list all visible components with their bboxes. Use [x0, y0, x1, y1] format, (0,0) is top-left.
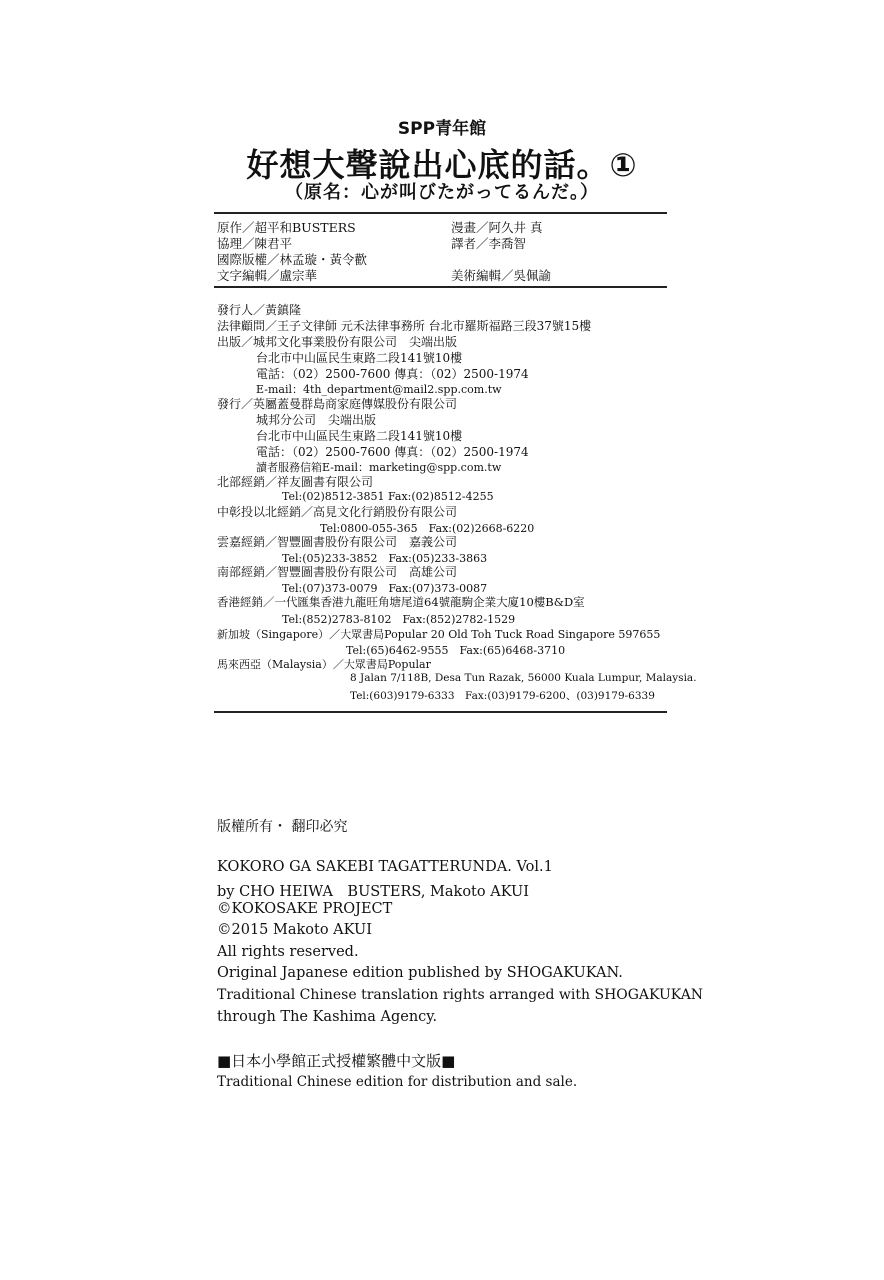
- publisher-line: 發行／英屬蓋曼群島商家庭傳媒股份有限公司: [217, 397, 458, 411]
- copyright-line: by CHO HEIWA BUSTERS, Makoto AKUI: [217, 884, 529, 900]
- edition-label: ■日本小學館正式授權繁體中文版■: [217, 1052, 456, 1070]
- distributor-line: 馬來西亞（Malaysia）／大眾書局Popular: [217, 658, 431, 671]
- copyright-line: Traditional Chinese translation rights arranged with SHOGAKUKAN: [217, 987, 704, 1003]
- book-title: 好想大聲說出心底的話。①: [246, 146, 638, 184]
- credit-translator: 譯者／李喬智: [451, 236, 527, 251]
- copyright-line: Original Japanese edition published by SHOGAKUKAN.: [217, 965, 623, 981]
- publisher-line: 台北市中山區民生東路二段141號10樓: [256, 351, 463, 365]
- copyright-line: ©2015 Makoto AKUI: [217, 922, 372, 938]
- imprint-label: SPP青年館: [397, 119, 487, 139]
- divider-middle: [214, 286, 667, 288]
- publisher-line: 電話：（02）2500-7600 傳真：（02）2500-1974: [256, 367, 529, 381]
- distributor-contact: Tel:(65)6462-9555 Fax:(65)6468-3710: [346, 644, 566, 657]
- distributor-line: 北部經銷／祥友圖書有限公司: [217, 475, 374, 489]
- copyright-line: through The Kashima Agency.: [217, 1009, 438, 1025]
- distributor-line: 中彰投以北經銷／高見文化行銷股份有限公司: [217, 505, 458, 519]
- rights-notice: 版權所有・ 翻印必究: [217, 819, 348, 835]
- credit-rights: 國際版權／林孟璇・黃令歡: [217, 252, 368, 267]
- distributor-contact: Tel:(05)233-3852 Fax:(05)233-3863: [282, 552, 488, 565]
- publisher-line: 城邦分公司 尖端出版: [256, 413, 377, 427]
- distributor-contact: Tel:(02)8512-3851 Fax:(02)8512-4255: [282, 490, 494, 503]
- publisher-line: 讀者服務信箱E-mail：marketing@spp.com.tw: [256, 461, 502, 474]
- distributor-line: 南部經銷／智豐圖書股份有限公司 高雄公司: [217, 565, 458, 579]
- distributor-line: 雲嘉經銷／智豐圖書股份有限公司 嘉義公司: [217, 535, 458, 549]
- distributor-contact: Tel:(07)373-0079 Fax:(07)373-0087: [282, 582, 488, 595]
- distributor-contact: Tel:0800-055-365 Fax:(02)2668-6220: [320, 522, 535, 535]
- publisher-line: 台北市中山區民生東路二段141號10樓: [256, 429, 463, 443]
- credit-manager: 協理／陳君平: [217, 236, 293, 251]
- publisher-line: E-mail：4th_department@mail2.spp.com.tw: [256, 383, 502, 396]
- original-title: （原名：心が叫びたがってるんだ。）: [285, 182, 599, 203]
- edition-note: Traditional Chinese edition for distribution and sale.: [217, 1074, 578, 1090]
- publisher-line: 出版／城邦文化事業股份有限公司 尖端出版: [217, 335, 458, 349]
- distributor-contact: Tel:(603)9179-6333 Fax:(03)9179-6200、(03)9179-6339: [350, 690, 655, 702]
- copyright-line: KOKORO GA SAKEBI TAGATTERUNDA. Vol.1: [217, 859, 553, 875]
- distributor-line: 香港經銷／一代匯集香港九龍旺角塘尾道64號龍駒企業大廈10樓B&D室: [217, 595, 585, 609]
- credit-original-author: 原作／超平和BUSTERS: [217, 220, 356, 235]
- credit-art-editor: 美術編輯／吳佩諭: [451, 268, 552, 283]
- publisher-line: 法律顧問／王子文律師 元禾法律事務所 台北市羅斯福路三段37號15樓: [217, 319, 592, 333]
- copyright-line: ©KOKOSAKE PROJECT: [217, 901, 393, 917]
- distributor-line: 新加坡（Singapore）／大眾書局Popular 20 Old Toh Tuck Road Singapore 597655: [217, 628, 661, 641]
- copyright-line: All rights reserved.: [217, 944, 359, 960]
- credit-text-editor: 文字編輯／盧宗華: [217, 268, 318, 283]
- divider-top: [214, 212, 667, 214]
- distributor-address: 8 Jalan 7/118B, Desa Tun Razak, 56000 Kuala Lumpur, Malaysia.: [350, 672, 697, 684]
- divider-bottom: [214, 711, 667, 713]
- distributor-contact: Tel:(852)2783-8102 Fax:(852)2782-1529: [282, 613, 516, 626]
- publisher-line: 發行人／黃鎮隆: [217, 303, 302, 317]
- credit-artist: 漫畫／阿久井 真: [451, 220, 543, 235]
- publisher-line: 電話：（02）2500-7600 傳真：（02）2500-1974: [256, 445, 529, 459]
